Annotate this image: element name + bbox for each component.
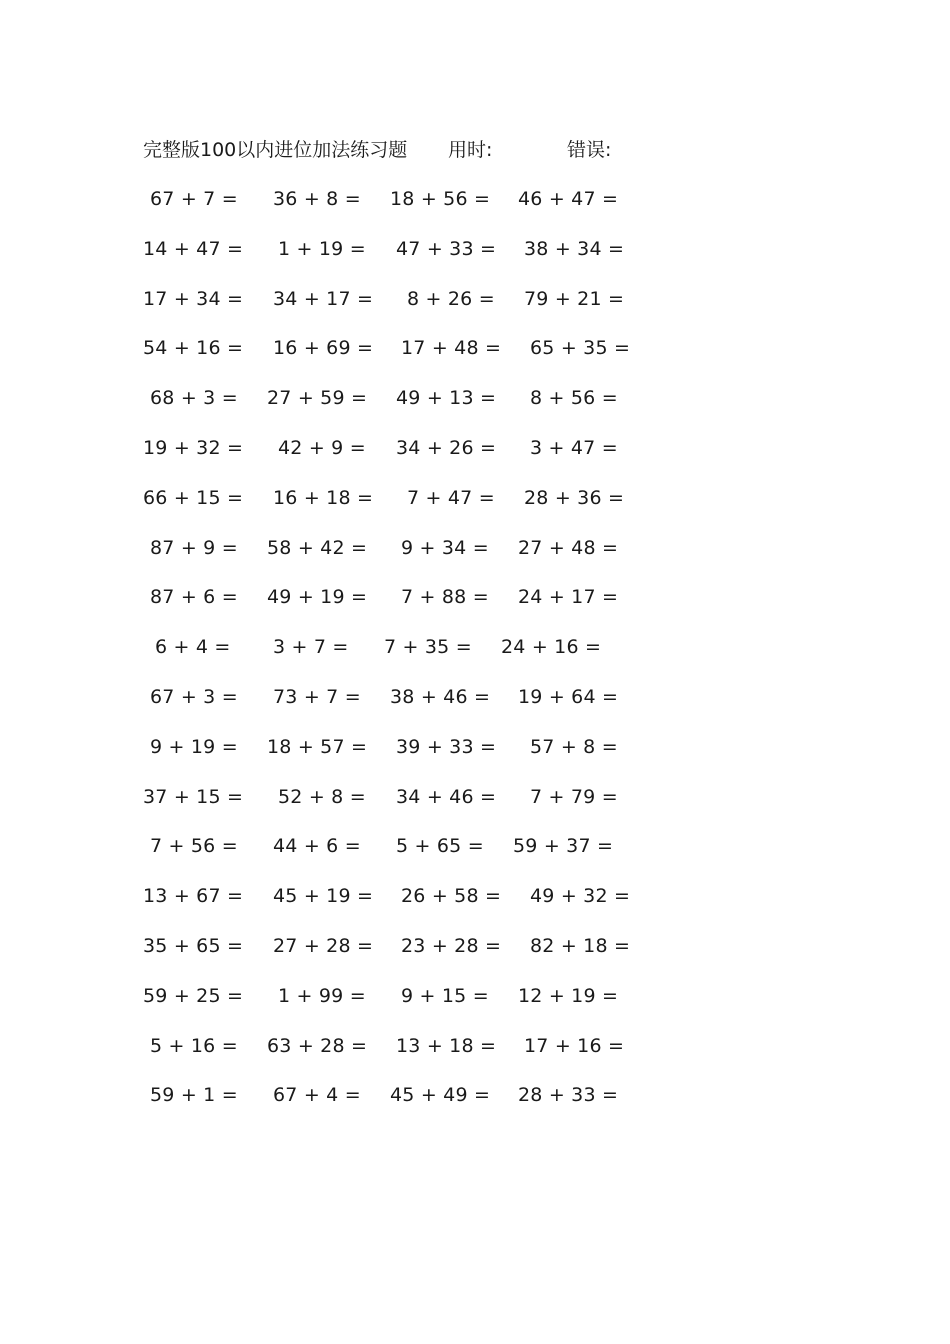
problem-cell: 47 + 33 = (396, 237, 497, 260)
problem-cell: 38 + 34 = (524, 237, 625, 260)
problem-cell: 52 + 8 = (278, 785, 366, 808)
problem-cell: 9 + 34 = (401, 536, 489, 559)
problem-cell: 18 + 56 = (390, 188, 491, 210)
problem-cell: 28 + 33 = (518, 1084, 619, 1107)
problem-cell: 68 + 3 = (150, 387, 238, 410)
problem-cell: 27 + 48 = (518, 536, 619, 559)
problem-cell: 58 + 42 = (267, 536, 368, 559)
error-label: 错误: (567, 139, 612, 161)
problem-cell: 34 + 46 = (396, 785, 497, 808)
problem-cell: 42 + 9 = (278, 436, 366, 459)
problem-row (0, 783, 950, 833)
problem-cell: 82 + 18 = (530, 934, 631, 957)
problem-row (0, 733, 950, 783)
problem-cell: 45 + 19 = (273, 885, 374, 908)
problem-cell: 16 + 69 = (273, 337, 374, 360)
problem-row (0, 683, 950, 733)
problem-cell: 28 + 36 = (524, 486, 625, 509)
problem-cell: 9 + 19 = (150, 735, 238, 758)
problem-cell: 7 + 35 = (384, 636, 472, 659)
problem-cell: 87 + 6 = (150, 586, 238, 609)
problem-cell: 36 + 8 = (273, 188, 361, 210)
problem-row (0, 982, 950, 1032)
problem-cell: 16 + 18 = (273, 486, 374, 509)
problem-cell: 5 + 16 = (150, 1034, 238, 1057)
problem-cell: 49 + 19 = (267, 586, 368, 609)
problem-cell: 5 + 65 = (396, 835, 484, 858)
problem-row (0, 1032, 950, 1082)
problem-cell: 6 + 4 = (155, 636, 231, 659)
problem-cell: 24 + 16 = (501, 636, 602, 659)
problem-row (0, 334, 950, 384)
problem-cell: 14 + 47 = (143, 237, 244, 260)
problem-cell: 24 + 17 = (518, 586, 619, 609)
problem-cell: 7 + 88 = (401, 586, 489, 609)
worksheet-title: 完整版100以内进位加法练习题 (143, 139, 408, 161)
problem-row (0, 583, 950, 633)
problem-cell: 9 + 15 = (401, 984, 489, 1007)
problem-cell: 79 + 21 = (524, 287, 625, 310)
worksheet-header (143, 136, 612, 164)
problem-row (0, 1081, 950, 1131)
problem-cell: 19 + 64 = (518, 685, 619, 708)
problem-cell: 23 + 28 = (401, 934, 502, 957)
problem-row (0, 185, 950, 235)
problem-cell: 3 + 7 = (273, 636, 349, 659)
problem-cell: 67 + 7 = (150, 188, 238, 210)
problem-cell: 13 + 18 = (396, 1034, 497, 1057)
problem-cell: 87 + 9 = (150, 536, 238, 559)
problem-cell: 7 + 79 = (530, 785, 618, 808)
problem-cell: 45 + 49 = (390, 1084, 491, 1107)
problem-cell: 3 + 47 = (530, 436, 618, 459)
problem-cell: 7 + 56 = (150, 835, 238, 858)
problem-cell: 67 + 4 = (273, 1084, 361, 1107)
problem-cell: 27 + 28 = (273, 934, 374, 957)
problem-cell: 59 + 1 = (150, 1084, 238, 1107)
problem-cell: 67 + 3 = (150, 685, 238, 708)
problem-row (0, 384, 950, 434)
problem-cell: 12 + 19 = (518, 984, 619, 1007)
problem-cell: 18 + 57 = (267, 735, 368, 758)
problem-row (0, 235, 950, 285)
problem-row (0, 633, 950, 683)
problem-cell: 66 + 15 = (143, 486, 244, 509)
problem-cell: 38 + 46 = (390, 685, 491, 708)
time-label: 用时: (448, 139, 493, 161)
problem-cell: 1 + 19 = (278, 237, 366, 260)
problem-cell: 8 + 26 = (407, 287, 495, 310)
problem-row (0, 484, 950, 534)
problem-cell: 44 + 6 = (273, 835, 361, 858)
problem-cell: 1 + 99 = (278, 984, 366, 1007)
problem-row (0, 832, 950, 882)
problem-cell: 8 + 56 = (530, 387, 618, 410)
problem-cell: 46 + 47 = (518, 188, 619, 210)
problem-cell: 65 + 35 = (530, 337, 631, 360)
problem-cell: 17 + 16 = (524, 1034, 625, 1057)
problem-row (0, 882, 950, 932)
problem-cell: 17 + 48 = (401, 337, 502, 360)
problem-cell: 35 + 65 = (143, 934, 244, 957)
problem-cell: 63 + 28 = (267, 1034, 368, 1057)
problem-cell: 27 + 59 = (267, 387, 368, 410)
problem-row (0, 285, 950, 335)
problem-cell: 39 + 33 = (396, 735, 497, 758)
problem-row (0, 534, 950, 584)
problem-grid (0, 185, 950, 1131)
problem-cell: 59 + 37 = (513, 835, 614, 858)
problem-row (0, 932, 950, 982)
problem-cell: 49 + 13 = (396, 387, 497, 410)
problem-cell: 49 + 32 = (530, 885, 631, 908)
problem-cell: 17 + 34 = (143, 287, 244, 310)
problem-cell: 34 + 26 = (396, 436, 497, 459)
problem-cell: 19 + 32 = (143, 436, 244, 459)
problem-cell: 13 + 67 = (143, 885, 244, 908)
problem-cell: 34 + 17 = (273, 287, 374, 310)
problem-row (0, 434, 950, 484)
problem-cell: 59 + 25 = (143, 984, 244, 1007)
problem-cell: 57 + 8 = (530, 735, 618, 758)
problem-cell: 54 + 16 = (143, 337, 244, 360)
problem-cell: 73 + 7 = (273, 685, 361, 708)
problem-cell: 26 + 58 = (401, 885, 502, 908)
problem-cell: 37 + 15 = (143, 785, 244, 808)
problem-cell: 7 + 47 = (407, 486, 495, 509)
